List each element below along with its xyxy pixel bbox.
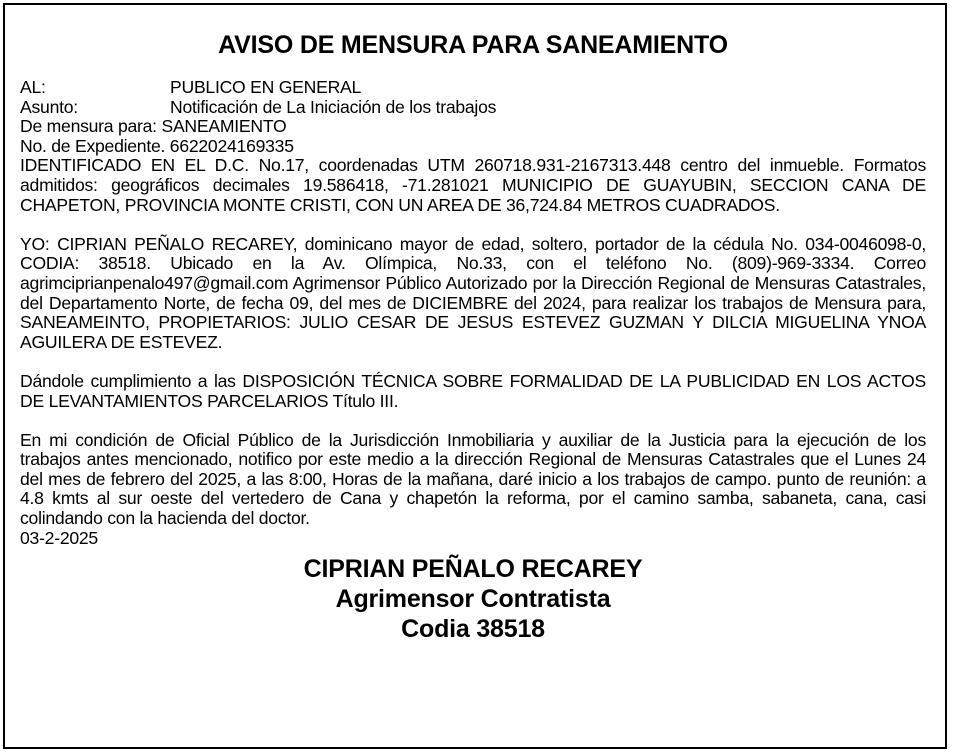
signature-block [20, 554, 926, 644]
identification-paragraph: IDENTIFICADO EN EL D.C. No.17, coordenadas UTM 260718.931-2167313.448 centro del inmueble. Formatos admitidos: geográficos decimales 19.586418, -71.281021 MUNICIPIO DE GUAYUBIN, SECCION CANA DE CHAPETON, PROVINCIA MONTE CRISTI, CON UN AREA DE 36,724.84 METROS CUADRADOS. [20, 155, 926, 215]
notice-title: AVISO DE MENSURA PARA SANEAMIENTO [218, 31, 728, 59]
declarant-paragraph: YO: CIPRIAN PEÑALO RECAREY, dominicano mayor de edad, soltero, portador de la cédula No. 034-0046098-0, CODIA: 38518. Ubicado en la Av. Olímpica, No.33, con el teléfono No. (809)-969-3334. Correo agrimciprianpenalo497@gmail.com Agrimensor Público Autorizado por la Dirección Regional de Mensuras Catastrales, del Departamento Norte, de fecha 09, del mes de DICIEMBRE del 2024, para realizar los trabajos de Mensura para, SANEAMEINTO, PROPIETARIOS: JULIO CESAR DE JESUS ESTEVEZ GUZMAN Y DILCIA MIGUELINA YNOA AGUILERA DE ESTEVEZ. [20, 233, 926, 352]
subject-value: Notificación de La Iniciación de los trabajos [170, 96, 497, 117]
subject-label: Asunto: [20, 96, 78, 117]
survey-purpose-line: De mensura para: SANEAMIENTO [20, 116, 287, 137]
signer-role: Agrimensor Contratista [335, 585, 611, 614]
signer-name: CIPRIAN PEÑALO RECAREY [303, 555, 643, 584]
notice-date: 03-2-2025 [20, 527, 98, 548]
recipient-value: PUBLICO EN GENERAL [170, 77, 362, 97]
recipient-row [20, 78, 926, 98]
recipient-label: AL: [20, 77, 46, 97]
file-number-line: No. de Expediente. 6622024169335 [20, 135, 294, 156]
signer-codia: Codia 38518 [401, 615, 545, 644]
notice-content [20, 30, 926, 644]
notice-paragraph: En mi condición de Oficial Público de la Jurisdicción Inmobiliaria y auxiliar de la Justicia para la ejecución de los trabajos antes mencionado, notifico por este medio a la dirección Regional de Mensuras Catastrales que el Lunes 24 del mes de febrero del 2025, a las 8:00, Horas de la mañana, daré inicio a los trabajos de campo. punto de reunión: a 4.8 kmts al sur oeste del vertedero de Cana y chapetón la reforma, por el camino samba, sabaneta, cana, casi colindando con la hacienda del doctor. [20, 429, 926, 529]
compliance-paragraph: Dándole cumplimiento a las DISPOSICIÓN TÉCNICA SOBRE FORMALIDAD DE LA PUBLICIDAD EN LOS ACTOS DE LEVANTAMIENTOS PARCELARIOS Título III. [20, 370, 926, 411]
subject-row [20, 98, 926, 118]
